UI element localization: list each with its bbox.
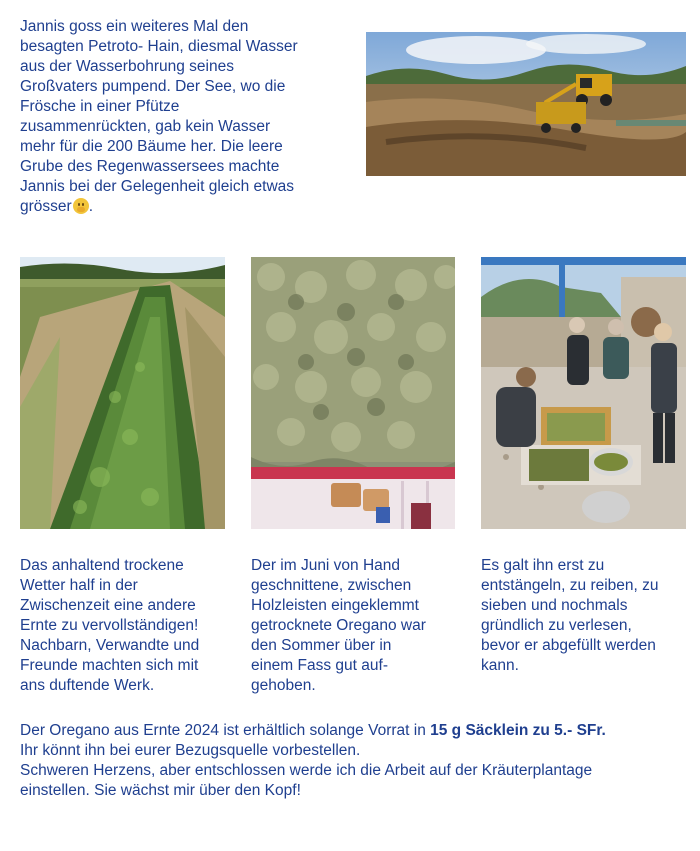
intro-line: Grube des Regenwassersees machte [20,158,280,175]
shushing-face-icon [73,198,89,214]
footer-line-3: Schweren Herzens, aber entschlossen werde ich die Arbeit auf der Kräuterplantage [20,762,593,779]
intro-line: Frösche in einer Pfütze [20,98,180,115]
caption-line: getrocknete Oregano war [251,617,426,634]
caption-line: Zwischenzeit eine andere [20,597,196,614]
intro-line: mehr für die 200 Bäume her. Die leere [20,138,283,155]
price-info: 15 g Säcklein zu 5.- SFr. [430,722,606,739]
intro-paragraph [20,17,350,217]
intro-line: besagten Petroto- Hain, diesmal Wasser [20,38,298,55]
intro-line: aus der Wasserbohrung seines [20,58,234,75]
caption-line: Das anhaltend trockene [20,557,184,574]
caption-line: gründlich zu verlesen, [481,617,632,634]
intro-line-last: grösser . [20,198,93,215]
caption-line: Freunde machten sich mit [20,657,199,674]
caption-line: Der im Juni von Hand [251,557,401,574]
dried-oregano-photo [251,257,455,529]
footer-paragraph [20,721,690,801]
footer-line-2: Ihr könnt ihn bei eurer Bezugsquelle vorbestellen. [20,742,361,759]
caption-column-2 [251,556,466,696]
intro-line: Jannis bei der Gelegenheit gleich etwas [20,178,295,195]
excavator-photo [366,32,686,176]
caption-line: Es galt ihn erst zu [481,557,605,574]
caption-line: Nachbarn, Verwandte und [20,637,200,654]
caption-column-1 [20,556,235,696]
caption-line: entstängeln, zu reiben, zu [481,577,659,594]
intro-line: grösser [20,198,72,215]
caption-line: den Sommer über in [251,637,392,654]
intro-line: Großvaters pumpend. Der See, wo die [20,78,286,95]
intro-line: Jannis goss ein weiteres Mal den [20,18,249,35]
footer-line-4: einstellen. Sie wächst mir über den Kopf! [20,782,301,799]
caption-column-3 [481,556,691,676]
caption-line: Holzleisten eingeklemmt [251,597,419,614]
caption-line: ans duftende Werk. [20,677,155,694]
caption-line: einem Fass gut auf- [251,657,388,674]
caption-line: gehoben. [251,677,316,694]
caption-line: Wetter half in der [20,577,138,594]
caption-line: Ernte zu vervollständigen! [20,617,199,634]
harvest-work-photo [481,257,686,529]
oregano-field-photo [20,257,225,529]
intro-line: zusammenrückten, gab kein Wasser [20,118,271,135]
caption-line: bevor er abgefüllt werden [481,637,656,654]
caption-line: sieben und nochmals [481,597,628,614]
caption-line: geschnittene, zwischen [251,577,412,594]
caption-line: kann. [481,657,519,674]
footer-line-1-text: Der Oregano aus Ernte 2024 ist erhältlich solange Vorrat in [20,722,431,739]
footer-line-1 [20,721,690,741]
